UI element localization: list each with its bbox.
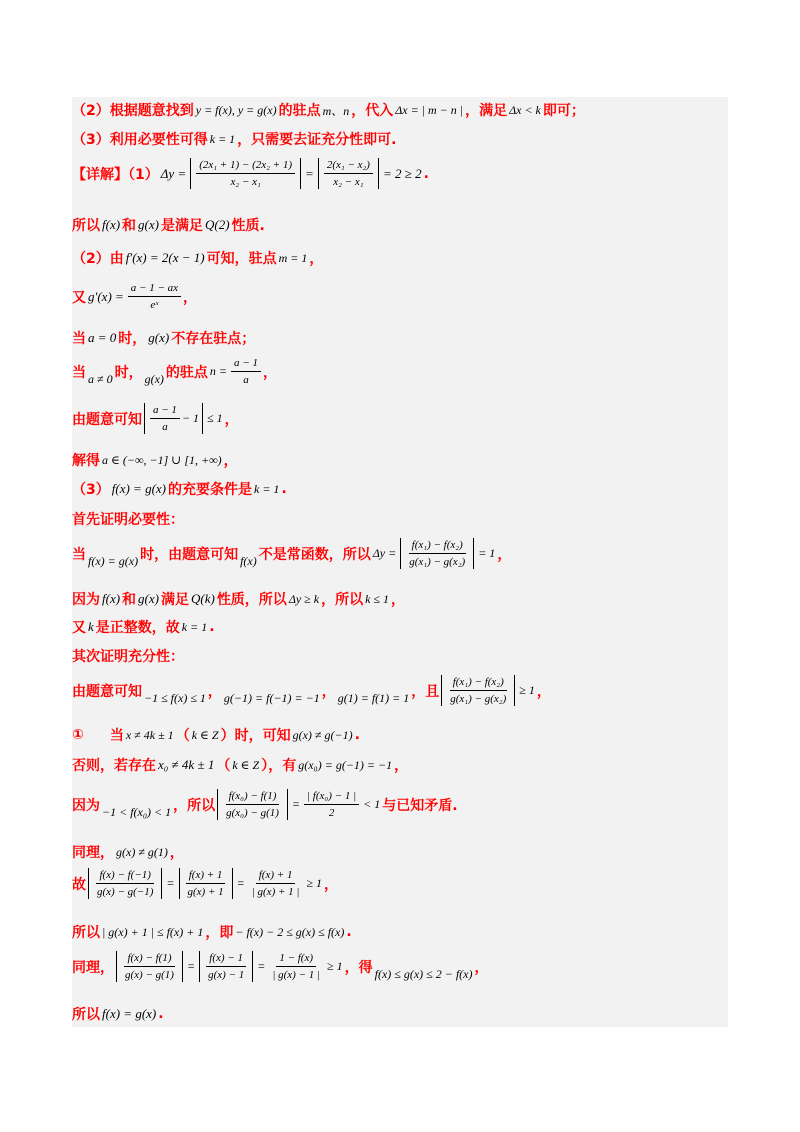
fraction xyxy=(196,158,295,189)
math: = xyxy=(257,959,266,973)
math: f(x) = g(x) xyxy=(102,1006,157,1021)
line-20 xyxy=(72,789,458,820)
text: 其次证明充分性： xyxy=(72,649,184,665)
math: − 1 xyxy=(181,411,200,425)
fraction xyxy=(249,868,303,899)
text: 因为 xyxy=(72,592,100,608)
math: k xyxy=(88,619,94,634)
text: （2）根据题意找到 xyxy=(72,103,194,119)
math: x₀ ≠ 4k ± 1 xyxy=(158,757,215,772)
text: 是正整数，故 xyxy=(95,620,180,636)
text: 时， xyxy=(118,331,147,347)
text: 时，由题意可知 xyxy=(140,546,239,563)
text: ， xyxy=(224,411,239,428)
abs-fraction xyxy=(217,789,288,820)
math: k = 1 xyxy=(181,619,208,634)
text: ， xyxy=(169,845,184,861)
fraction xyxy=(150,403,180,434)
text: ，代入 xyxy=(351,103,394,119)
text: ，所以 xyxy=(173,797,216,814)
math: a ≠ 0 xyxy=(88,372,113,386)
text: ，满足 xyxy=(465,103,508,119)
text: 又 xyxy=(72,620,86,636)
math: m、n xyxy=(322,103,350,118)
text: . xyxy=(346,924,352,940)
text: 所以 xyxy=(72,925,100,941)
text: ， xyxy=(223,453,238,469)
numerator: f(x) − f(−1) xyxy=(96,868,154,884)
text: 首先证明必要性： xyxy=(72,512,184,528)
text: . xyxy=(354,727,360,743)
denominator: a xyxy=(243,374,249,386)
text: 否则，若存在 xyxy=(72,758,156,774)
numerator: a − 1 xyxy=(231,356,261,372)
text: ， xyxy=(391,592,406,608)
abs-fraction xyxy=(88,868,162,899)
fraction xyxy=(128,281,181,312)
math: f(x) xyxy=(102,217,121,232)
fraction xyxy=(223,789,282,820)
denominator: g(x) − g(−1) xyxy=(97,886,154,898)
fraction xyxy=(231,356,261,387)
math: = xyxy=(236,876,245,890)
abs-fraction xyxy=(318,158,379,189)
text: ， xyxy=(324,876,339,893)
line-10 xyxy=(72,450,238,470)
text: ，所以 xyxy=(321,592,364,608)
text: ，只需要去证充分性即可. xyxy=(237,132,397,148)
denominator: x₂ − x₁ xyxy=(333,176,364,188)
math: Δx = | m − n | xyxy=(395,102,464,117)
text: 当 xyxy=(72,546,86,563)
math: ≥ 1 xyxy=(327,959,343,973)
text: ，且 xyxy=(411,683,440,700)
math: n = xyxy=(209,364,228,378)
text: 是满足 xyxy=(160,218,203,234)
fraction xyxy=(304,789,359,820)
math: Δy = xyxy=(372,546,397,560)
text: 即可； xyxy=(542,103,585,119)
line-4 xyxy=(72,215,265,235)
math: g(x) xyxy=(138,591,159,606)
text: 的驻点 xyxy=(278,103,321,119)
numerator: f(x₁) − f(x₂) xyxy=(450,675,507,691)
math: = 2 ≥ 2 xyxy=(382,165,422,181)
denominator: | g(x) + 1 | xyxy=(251,886,300,898)
math: ≤ 1 xyxy=(207,411,223,425)
text: （ xyxy=(216,758,231,774)
line-17 xyxy=(72,675,551,706)
fraction xyxy=(205,951,247,982)
numerator: f(x) + 1 xyxy=(256,868,296,884)
math: − f(x) − 2 ≤ g(x) ≤ f(x) xyxy=(235,924,345,939)
fraction xyxy=(324,158,373,189)
text: 与已知矛盾. xyxy=(382,797,458,814)
line-6 xyxy=(72,281,197,312)
text: ， xyxy=(321,683,336,700)
hint-line-2 xyxy=(72,100,585,120)
line-22 xyxy=(72,868,338,899)
math: k ∈ Z xyxy=(191,727,219,742)
text: （3）利用必要性可得 xyxy=(72,132,208,148)
solution-part-1 xyxy=(72,158,429,189)
text: 当 xyxy=(109,728,124,744)
conclusion xyxy=(72,1004,164,1024)
text: 【详解】（1） xyxy=(72,166,159,183)
fraction xyxy=(94,868,156,899)
math: −1 < f(x₀) < 1 xyxy=(102,805,172,819)
denominator: g(x₁) − g(x₂) xyxy=(450,693,507,705)
math: a ∈ (−∞, −1] ∪ [1, +∞) xyxy=(102,452,222,467)
solution-part-3 xyxy=(72,479,287,499)
math: −1 ≤ f(x) ≤ 1 xyxy=(144,691,206,705)
line-19 xyxy=(72,755,408,775)
math: m = 1 xyxy=(278,250,308,265)
denominator: 2 xyxy=(328,807,335,819)
text: 同理， xyxy=(72,845,114,861)
text: （3） xyxy=(72,482,110,498)
hint-line-3 xyxy=(72,129,397,149)
text: 不是常函数，所以 xyxy=(258,546,371,563)
text: 当 xyxy=(72,364,86,381)
math: g(x) xyxy=(138,217,159,232)
line-23 xyxy=(72,922,352,942)
denominator: g(x) − 1 xyxy=(208,969,245,981)
text: 当 xyxy=(72,331,86,347)
math: f′(x) = 2(x − 1) xyxy=(125,250,205,265)
math: f(x) ≤ g(x) ≤ 2 − f(x) xyxy=(374,967,473,981)
text: 解得 xyxy=(72,453,100,469)
fraction xyxy=(122,951,177,982)
math: = xyxy=(166,876,175,890)
math: g(x₀) = g(−1) = −1 xyxy=(298,757,393,772)
math: k ∈ Z xyxy=(232,757,260,772)
math: Q(k) xyxy=(190,591,215,606)
numerator: f(x₁) − f(x₂) xyxy=(409,538,466,554)
text: 故 xyxy=(72,876,86,893)
math: Δy = xyxy=(160,165,187,181)
text: . xyxy=(281,481,287,497)
text: ，即 xyxy=(205,925,234,941)
fraction xyxy=(447,675,509,706)
denominator: g(x) + 1 xyxy=(187,886,224,898)
text: ， xyxy=(309,251,324,267)
text: 所以 xyxy=(72,1007,100,1023)
text: 可知，驻点 xyxy=(206,251,277,267)
line-24 xyxy=(72,951,489,982)
numerator: | f(x₀) − 1 | xyxy=(304,789,359,805)
math: g(1) = f(1) = 1 xyxy=(337,691,410,705)
abs-fraction xyxy=(441,675,515,706)
abs-fraction xyxy=(116,951,183,982)
math: = xyxy=(305,165,314,181)
text: ）时，可知 xyxy=(220,728,291,744)
numerator: f(x₀) − f(1) xyxy=(226,789,280,805)
text: 和 xyxy=(122,218,137,234)
numerator: (2x₁ + 1) − (2x₂ + 1) xyxy=(196,158,295,174)
text: ， xyxy=(183,289,198,306)
denominator: eˣ xyxy=(150,299,159,311)
text: . xyxy=(209,619,215,635)
text: ， xyxy=(207,683,222,700)
text: 又 xyxy=(72,289,86,306)
text: . xyxy=(423,165,429,182)
text: 所以 xyxy=(72,218,100,234)
text: ， xyxy=(497,546,512,563)
math: g(x) ≠ g(1) xyxy=(116,844,168,859)
numerator: 1 − f(x) xyxy=(276,951,316,967)
math: a = 0 xyxy=(88,330,117,345)
text: ， xyxy=(262,364,277,381)
math: y = f(x), y = g(x) xyxy=(195,102,277,117)
math: g′(x) = xyxy=(88,288,124,304)
denominator: g(x₀) − g(1) xyxy=(226,807,279,819)
math: f(x) = g(x) xyxy=(88,554,139,568)
numerator: f(x) + 1 xyxy=(186,868,226,884)
line-8 xyxy=(72,356,277,387)
abs-fraction xyxy=(199,951,253,982)
line-7 xyxy=(72,328,255,348)
denominator: x₂ − x₁ xyxy=(230,176,261,188)
text: 性质. xyxy=(231,218,265,234)
necessity-heading xyxy=(72,509,184,529)
math: g(x) xyxy=(148,330,170,345)
math: k ≤ 1 xyxy=(365,591,390,606)
text: ），有 xyxy=(261,758,297,774)
line-14 xyxy=(72,589,405,609)
text: 同理， xyxy=(72,959,114,976)
sufficiency-heading xyxy=(72,646,184,666)
text: ， xyxy=(394,758,409,774)
abs-fraction xyxy=(179,868,233,899)
text: 性质，所以 xyxy=(216,592,287,608)
abs-fraction xyxy=(190,158,301,189)
text: 满足 xyxy=(160,592,189,608)
math: | g(x) + 1 | ≤ f(x) + 1 xyxy=(102,924,204,939)
text: ，得 xyxy=(344,959,373,976)
numerator: 2(x₁ − x₂) xyxy=(324,158,373,174)
abs-fraction xyxy=(400,538,474,569)
numerator: f(x) − f(1) xyxy=(124,951,174,967)
math: ≥ 1 xyxy=(306,876,323,890)
text: 时， xyxy=(114,364,143,381)
abs-expression xyxy=(144,403,203,434)
denominator: | g(x) − 1 | xyxy=(272,969,321,981)
text: 因为 xyxy=(72,797,100,814)
math: ≥ 1 xyxy=(519,683,535,697)
math: g(x) ≠ g(−1) xyxy=(292,727,353,742)
text: . xyxy=(158,1006,164,1022)
text: （ xyxy=(175,728,190,744)
math: g(−1) = f(−1) = −1 xyxy=(223,691,320,705)
circled-number-1: ① xyxy=(72,727,84,743)
text: 由题意可知 xyxy=(72,683,142,700)
text: （2）由 xyxy=(72,251,124,267)
text: 不存在驻点； xyxy=(171,331,256,347)
denominator: g(x₁) − g(x₂) xyxy=(409,556,466,568)
denominator: g(x) − g(1) xyxy=(125,969,174,981)
text: ， xyxy=(536,683,551,700)
text: 的充要条件是 xyxy=(168,482,252,498)
math: = xyxy=(291,797,301,811)
math: g(x) xyxy=(144,372,164,386)
math: = 1 xyxy=(478,546,496,560)
math: < 1 xyxy=(363,797,381,811)
text: 由题意可知 xyxy=(72,411,142,428)
math: = xyxy=(186,959,196,973)
denominator: a xyxy=(162,421,168,433)
text: 的驻点 xyxy=(165,364,208,381)
line-15 xyxy=(72,617,215,637)
math: f(x) xyxy=(102,591,121,606)
case-1 xyxy=(72,725,360,745)
fraction xyxy=(406,538,468,569)
math: x ≠ 4k ± 1 xyxy=(125,727,174,742)
math: Δx < k xyxy=(509,102,541,117)
line-21 xyxy=(72,842,184,862)
numerator: f(x) − 1 xyxy=(206,951,246,967)
fraction xyxy=(185,868,227,899)
line-13 xyxy=(72,538,511,569)
text: 和 xyxy=(122,592,137,608)
math: k = 1 xyxy=(254,481,280,496)
math: k = 1 xyxy=(209,131,236,146)
math: f(x) = g(x) xyxy=(111,481,166,496)
fraction xyxy=(269,951,323,982)
math: f(x) xyxy=(240,554,257,568)
line-5 xyxy=(72,248,323,268)
math: Δy ≥ k xyxy=(288,591,320,606)
numerator: a − 1 − ax xyxy=(128,281,181,297)
numerator: a − 1 xyxy=(150,403,180,419)
text: ， xyxy=(474,959,489,976)
math: Q(2) xyxy=(204,217,230,232)
line-9 xyxy=(72,403,239,434)
